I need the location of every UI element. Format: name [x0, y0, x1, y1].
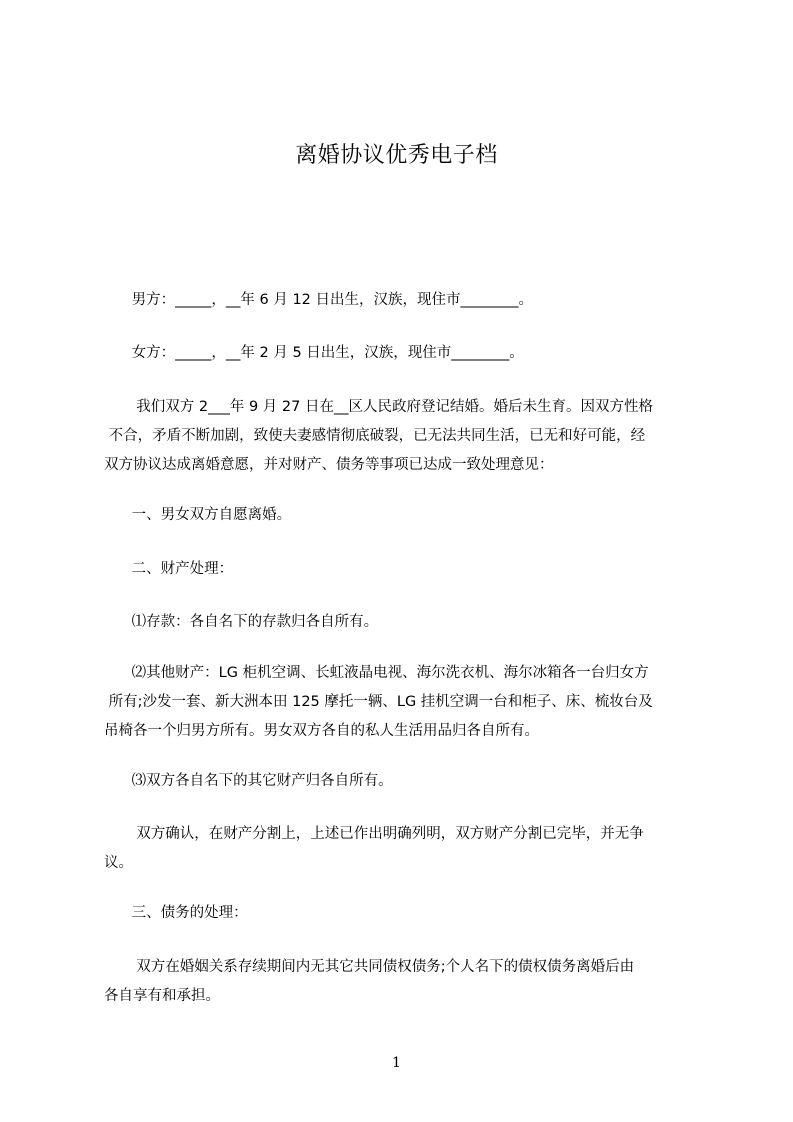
text-line: ⑵其他财产：LG 柜机空调、长虹液晶电视、海尔洗衣机、海尔冰箱各一台归女方: [104, 665, 649, 681]
text-line: 不合，矛盾不断加剧，致使夫妻感情彻底破裂，已无法共同生活，已无和好可能，经: [104, 428, 646, 444]
document-title: 离婚协议优秀电子档: [295, 143, 498, 168]
text-line: 男方：_____，__年 6 月 12 日出生，汉族，现住市________。: [104, 292, 534, 308]
text-line: 双方协议达成离婚意愿，并对财产、债务等事项已达成一致处理意见：: [104, 457, 554, 473]
text-line: 我们双方 2___年 9 月 27 日在__区人民政府登记结婚。婚后未生育。因双方性格: [104, 399, 653, 415]
paragraph-other-property: [104, 659, 704, 746]
paragraph-confirmation: [104, 820, 704, 878]
paragraph-marriage-statement: [104, 393, 704, 480]
page-number: 1: [392, 1055, 401, 1071]
paragraph-male-party: [104, 286, 704, 315]
text-line: 一、男女双方自愿离婚。: [104, 507, 292, 523]
paragraph-debt-handling: [104, 953, 704, 1011]
text-line: 女方：_____，__年 2 月 5 日出生，汉族，现住市________。: [104, 345, 524, 361]
paragraph-deposits: [104, 608, 704, 637]
text-line: 双方确认，在财产分割上，上述已作出明确列明，双方财产分割已完毕，并无争: [104, 826, 644, 842]
text-line: ⑶双方各自名下的其它财产归各自所有。: [104, 773, 393, 789]
text-line: 双方在婚姻关系存续期间内无其它共同债权债务;个人名下的债权债务离婚后由: [104, 959, 635, 975]
section-heading-property: [104, 555, 704, 584]
paragraph-remaining-property: [104, 767, 704, 796]
text-line: 各自享有和承担。: [104, 988, 220, 1004]
text-line: 三、债务的处理：: [104, 905, 248, 921]
section-heading-divorce: [104, 501, 704, 530]
text-line: 所有;沙发一套、新大洲本田 125 摩托一辆、LG 挂机空调一台和柜子、床、梳妆台及: [104, 694, 653, 710]
text-line: 二、财产处理：: [104, 561, 234, 577]
text-line: 吊椅各一个归男方所有。男女双方各自的私人生活用品归各自所有。: [104, 723, 539, 739]
section-heading-debt: [104, 899, 704, 928]
text-line: 议。: [104, 855, 133, 871]
text-line: ⑴存款：各自名下的存款归各自所有。: [104, 614, 379, 630]
paragraph-female-party: [104, 339, 704, 368]
